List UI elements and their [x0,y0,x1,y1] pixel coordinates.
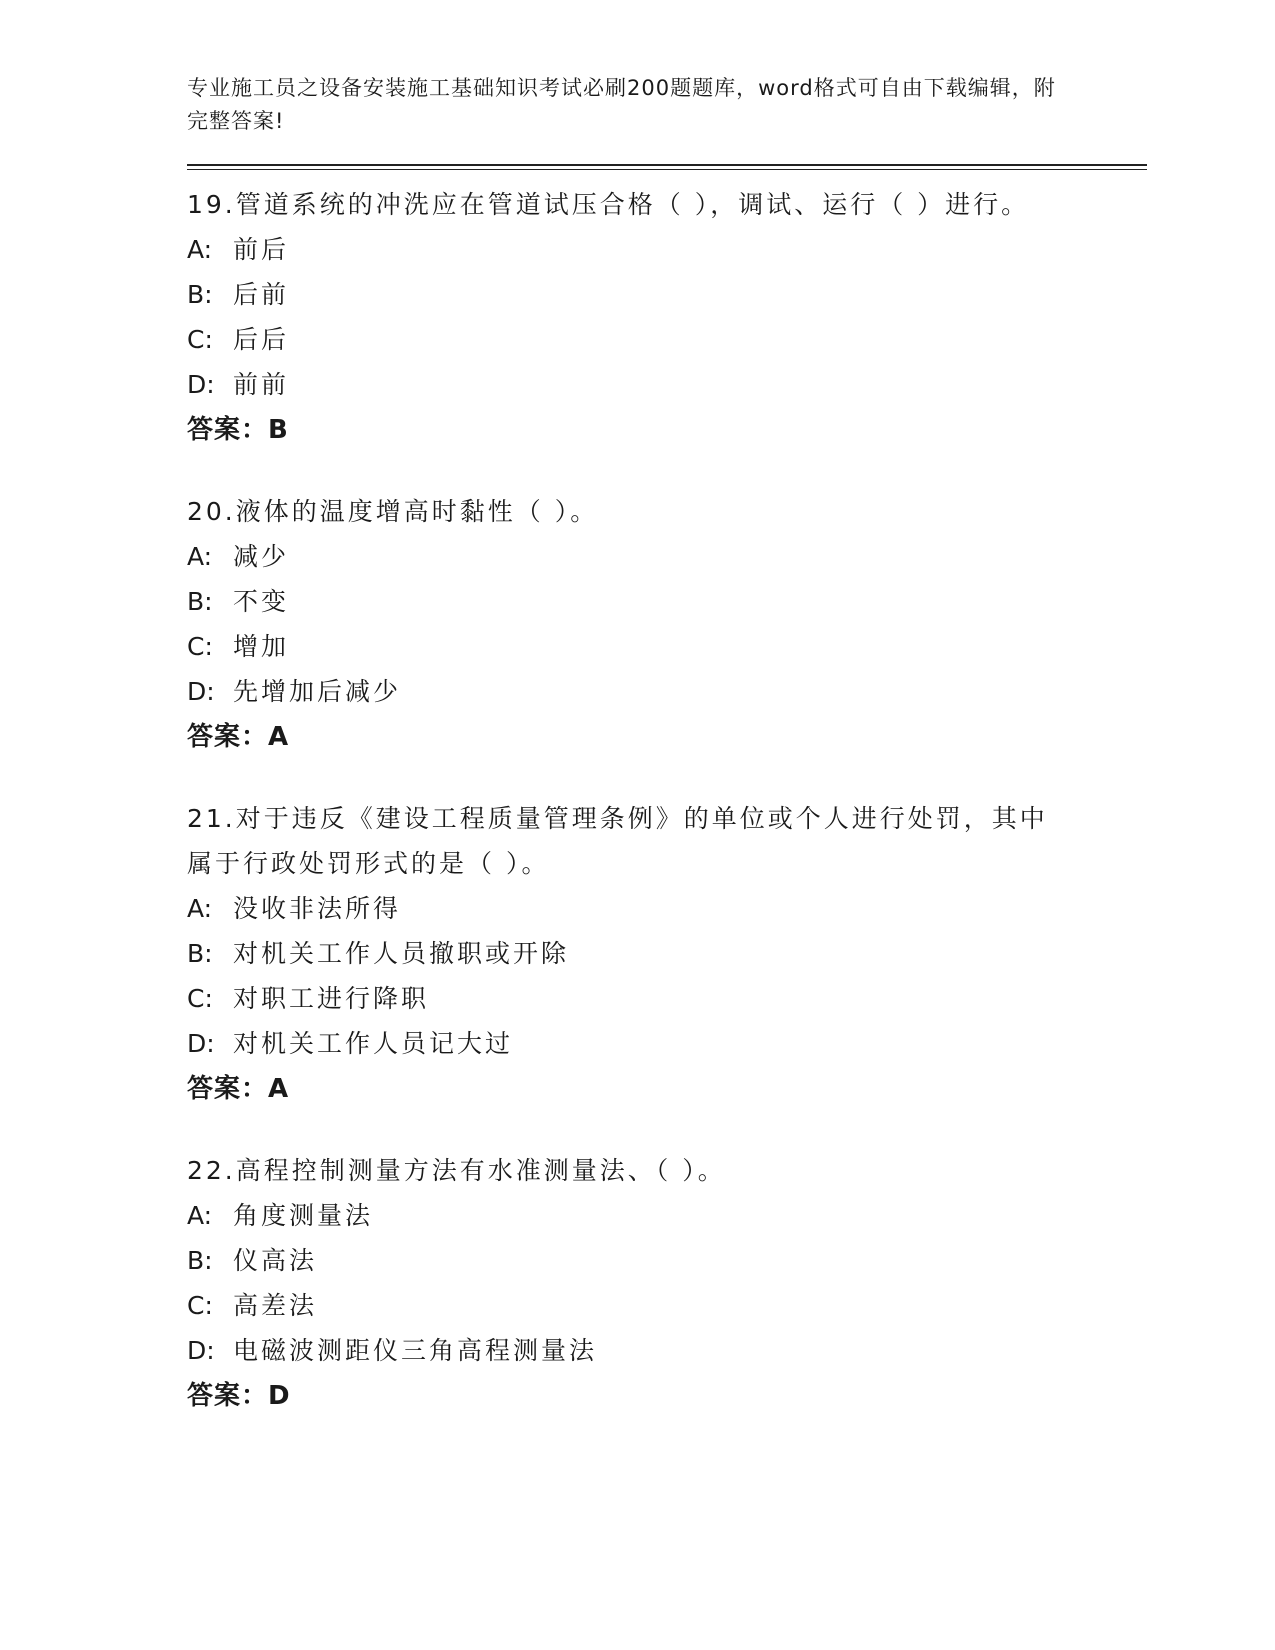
question-22 [187,1148,1147,1419]
option-letter: B: [187,1246,213,1275]
question-stem: 22.高程控制测量方法有水准测量法、（ ）。 [187,1156,726,1185]
option-text: 前前 [233,370,290,399]
document-page [187,72,1147,1419]
question-21 [187,796,1147,1112]
answer-line: 答案：B [187,415,289,445]
question-20 [187,489,1147,760]
question-stem: 20.液体的温度增高时黏性（ ）。 [187,497,599,526]
question-stem: 21.对于违反《建设工程质量管理条例》的单位或个人进行处罚，其中属于行政处罚形式的是（ ）。 [187,804,1048,878]
option-text: 对职工进行降职 [233,984,430,1013]
option-c [187,317,1147,362]
option-text: 仪高法 [233,1246,318,1275]
option-letter: C: [187,984,213,1013]
question-stem: 19.管道系统的冲洗应在管道试压合格（ ），调试、运行（ ）进行。 [187,190,1030,219]
option-c [187,976,1147,1021]
option-b [187,1238,1147,1283]
option-b [187,931,1147,976]
option-text: 角度测量法 [233,1201,374,1230]
option-a [187,534,1147,579]
option-letter: B: [187,939,213,968]
document-header: 专业施工员之设备安装施工基础知识考试必刷200题题库，word格式可自由下载编辑，附完整答案! [187,76,1056,133]
option-b [187,579,1147,624]
option-text: 后前 [233,280,290,309]
answer-line: 答案：D [187,1381,291,1411]
option-text: 后后 [233,325,290,354]
option-a [187,227,1147,272]
header-divider [187,164,1147,170]
option-a [187,886,1147,931]
answer-line: 答案：A [187,1074,290,1104]
option-a [187,1193,1147,1238]
option-letter: A: [187,1201,213,1230]
option-d [187,1328,1147,1373]
option-letter: B: [187,280,213,309]
option-text: 减少 [233,542,290,571]
divider-thin-line [187,169,1147,170]
option-text: 对机关工作人员记大过 [233,1029,514,1058]
option-letter: D: [187,370,215,399]
divider-thick-line [187,164,1147,166]
option-text: 前后 [233,235,290,264]
option-letter: A: [187,894,213,923]
option-c [187,624,1147,669]
option-text: 对机关工作人员撤职或开除 [233,939,570,968]
option-letter: D: [187,1336,215,1365]
option-letter: C: [187,1291,213,1320]
option-text: 电磁波测距仪三角高程测量法 [233,1336,598,1365]
option-letter: D: [187,677,215,706]
option-d [187,1021,1147,1066]
option-text: 不变 [233,587,290,616]
option-letter: D: [187,1029,215,1058]
answer-line: 答案：A [187,722,290,752]
option-d [187,362,1147,407]
option-letter: B: [187,587,213,616]
question-19 [187,182,1147,453]
option-d [187,669,1147,714]
option-text: 增加 [233,632,290,661]
option-text: 先增加后减少 [233,677,402,706]
option-text: 没收非法所得 [233,894,402,923]
option-letter: A: [187,542,213,571]
option-c [187,1283,1147,1328]
option-text: 高差法 [233,1291,318,1320]
option-letter: C: [187,632,213,661]
option-letter: C: [187,325,213,354]
option-letter: A: [187,235,213,264]
option-b [187,272,1147,317]
